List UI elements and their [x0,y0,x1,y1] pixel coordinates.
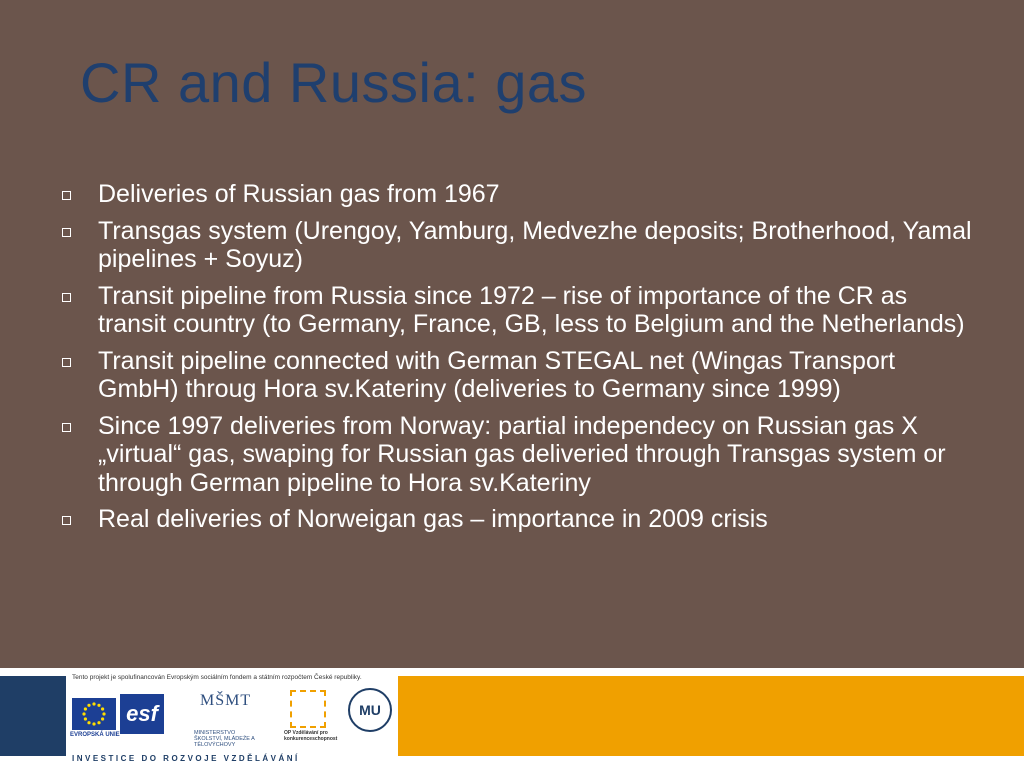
bullet-text: Transit pipeline connected with German STEGAL net (Wingas Transport GmbH) throug Hora sv.Kateriny (deliveries to Germany since 1999) [98,346,896,403]
msmt-label: MINISTERSTVO ŠKOLSTVÍ, MLÁDEŽE A TĚLOVÝCHOVY [194,730,255,748]
square-bullet-icon [62,347,98,367]
bullet-item [62,347,972,404]
msmt-logo: MŠMT [200,692,252,709]
esf-logo: esf [120,694,164,734]
bullet-item [62,217,972,274]
bullet-text: Transit pipeline from Russia since 1972 – rise of importance of the CR as transit country (to Germany, France, GB, less to Belgium and the Netherlands) [98,281,965,338]
footer-banner [0,668,1024,768]
bullet-text: Real deliveries of Norweigan gas – importance in 2009 crisis [98,505,768,533]
bullet-text: Transgas system (Urengoy, Yamburg, Medvezhe deposits; Brotherhood, Yamal pipelines + Soyuz) [98,216,972,273]
footer-funding-note: Tento projekt je spolufinancován Evropským sociálním fondem a státním rozpočtem České republiky. [72,674,362,681]
square-bullet-icon [62,412,98,432]
footer-orange-block [398,676,1024,756]
bullet-list [62,180,972,542]
bullet-item [62,282,972,339]
op-logo-icon [290,690,326,728]
bullet-item [62,180,972,209]
square-bullet-icon [62,217,98,237]
op-label: OP Vzdělávání pro konkurenceschopnost [284,730,338,742]
eu-label: EVROPSKÁ UNIE [70,732,120,738]
footer-slogan: INVESTICE DO ROZVOJE VZDĚLÁVÁNÍ [72,754,300,763]
bullet-item [62,505,972,534]
footer-blue-block [0,676,66,756]
eu-flag-icon [72,698,116,730]
square-bullet-icon [62,180,98,200]
square-bullet-icon [62,505,98,525]
square-bullet-icon [62,282,98,302]
bullet-item [62,412,972,498]
bullet-text: Deliveries of Russian gas from 1967 [98,180,500,208]
bullet-text: Since 1997 deliveries from Norway: partial independecy on Russian gas X „virtual“ gas, swaping for Russian gas deliveried through Transgas system or through German pipeline to Hora sv.Kateriny [98,411,946,497]
university-seal-icon: MU [348,688,392,732]
slide-title: CR and Russia: gas [80,51,588,114]
